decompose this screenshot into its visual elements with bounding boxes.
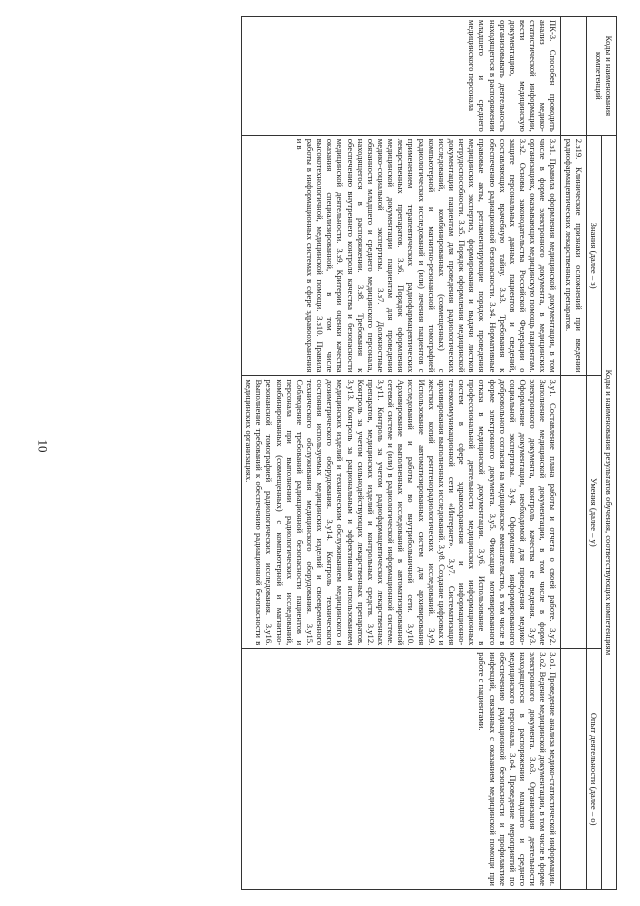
col-header-competencies: Коды и наименования компетенций — [586, 17, 616, 136]
rotated-page-content — [72, 16, 617, 890]
cell-competency: ПК-3. Способен проводить анализ медико-статистической информации, вести медицинскую документацию, организовывать деятельность находящегося в распоряжении младшего и среднего медицинского персонала — [242, 17, 561, 136]
cell-knowledge: 2.з19. Клинические признаки осложнений при введении радиофармацевтических лекарственных препаратов. — [561, 135, 586, 376]
col-header-knowledge: Знания (далее – з) — [586, 135, 601, 376]
cell-skills: 3.у1. Составление плана работы и отчета о своей работе. 3.у2. Заполнение медицинской документации, в том числе в форме электронного документа, контроль качества ее ведения. 3.у3. Оформление документации, необходимой для проведения медико-социальной экспертизы. 3.у4. Оформление информированного добровольного согласия на медицинское вмешательство, в том числе в форме электронного документа. 3.у5. Фиксация мотивированного отказа в медицинской документации. 3.у6. Использование в профессиональной деятельности медицинских информационных систем в сфере здравоохранения и информационно-телекоммуникационной сети «Интернет». 3.у7. Систематизация архивирования выполненных исследований. 3.у8. Создание цифровых и жестких копий рентгенорадиологических исследований. 3.у9. Использование автоматизированных систем для архивирования исследований и работы во внутрибольничной сети. 3.у10. Архивирование выполненных исследований в автоматизированной сетевой системе и (или) в радиологической информационной системе. 3.у11. Контроль за учетом радиофармацевтических лекарственных препаратов, медицинских изделий и контрольных средств. 3.у12. Контроль за учетом сильнодействующих лекарственных препаратов. 3.у13. Контроль за рациональным и эффективным использованием медицинских изделий и техническим обслуживанием медицинского и дозиметрического оборудования. 3.у14. Контроль технического состояния используемых медицинских изделий и своевременного технического обслуживания медицинского оборудования. 3.у15. Соблюдение требований радиационной безопасности пациентов и персонала при выполнении радиологических исследований, комбинированных (совмещенных) с компьютерной и магнитно-резонансной томографией радиологических исследования. 3.у16. Выполнение требований к обеспечению радиационной безопасности в медицинских организациях. — [242, 376, 561, 649]
col-header-skills: Умения (далее – у) — [586, 376, 601, 649]
cell-competency — [561, 17, 586, 136]
cell-knowledge: 3.з1. Правила оформления медицинской документации, в том числе в форме электронного документа, в медицинских организациях, оказывающих медицинскую помощь пациентам. 3.з2. Основы законодательства Российской Федерации о защите персональных данных пациентов и сведений, составляющих врачебную тайну. 3.з3. Требования к обеспечению радиационной безопасности. 3.з4. Нормативные правовые акты, регламентирующие порядок проведения медицинских экспертиз, формирования и выдачи листков нетрудоспособности. 3.з5. Порядок оформления медицинской документации пациентам для проведения радиологических исследований, комбинированных (совмещенных) с компьютерной и магнитно-резонансной томографией радиологических исследований и (или) лечения пациентов с применением терапевтических радиофармацевтических лекарственных препаратов. 3.з6. Порядок оформления медицинской документации пациентам для проведения медико-социальной экспертизы. 3.з7. Должностные обязанности младшего и среднего медицинского персонала, находящегося в распоряжении. 3.з8. Требования к обеспечению внутреннего контроля качества и безопасности медицинской деятельности. 3.з9. Критерии оценки качества оказания специализированной, в том числе высокотехнологичной, медицинской помощи. 3.з10. Правила работы в информационных системах в сфере здравоохранения и в — [242, 135, 561, 376]
table-row — [242, 17, 561, 890]
competency-table — [241, 16, 617, 890]
cell-experience — [561, 649, 586, 890]
col-header-experience: Опыт деятельности (далее – о) — [586, 649, 601, 890]
col-header-group: Коды и наименования результатов обучения, соответствующих компетенциям — [601, 135, 616, 889]
page-number: 10 — [35, 439, 51, 453]
table-row — [561, 17, 586, 890]
cell-skills — [561, 376, 586, 649]
cell-experience: 3.о1. Проведение анализа медико-статистической информации. 3.о2. Ведение медицинской документации, в том числе в форме электронного документа. 3.о3. Организация деятельности находящегося в распоряжении младшего и среднего медицинского персонала. 3.о4. Проведение мероприятий по обеспечению радиационной безопасности и профилактике инфекций, связанных с оказанием медицинской помощи при работе с пациентами. — [242, 649, 561, 890]
